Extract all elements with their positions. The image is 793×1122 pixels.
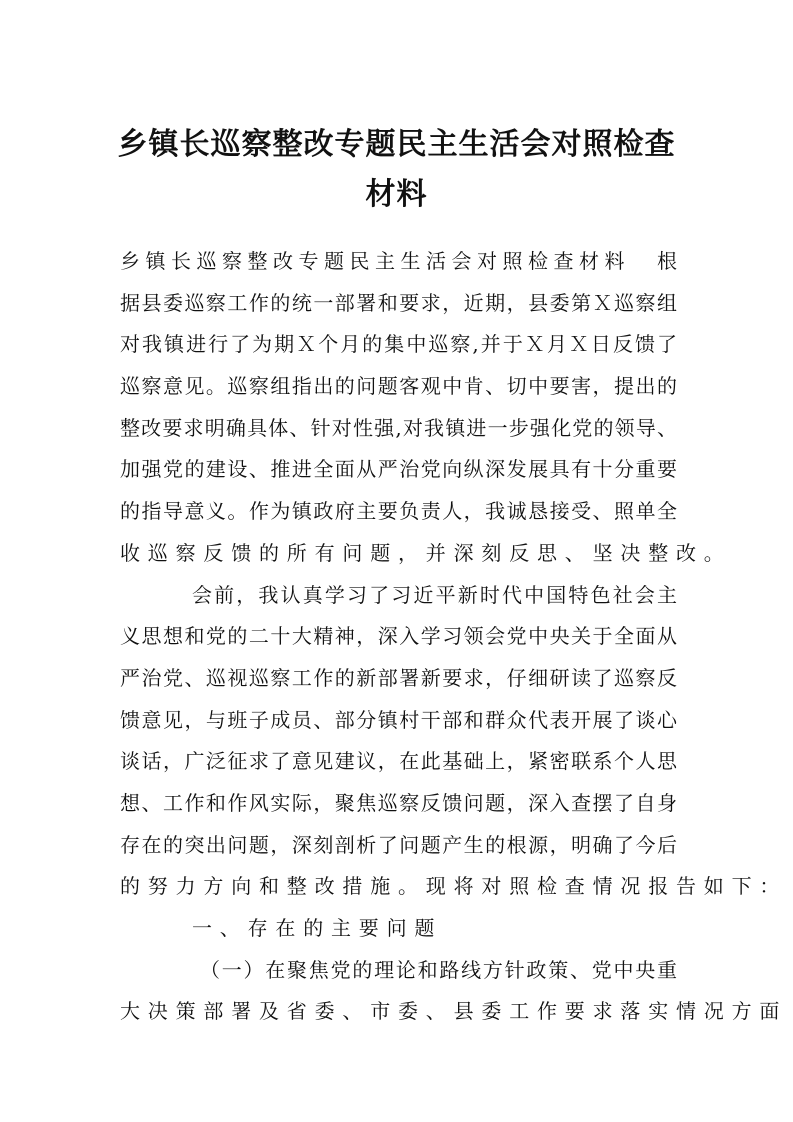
subsection-heading-line: 大决策部署及省委、市委、县委工作要求落实情况方面 (120, 999, 788, 1024)
paragraph-2-line: 想、工作和作风实际，聚焦巡察反馈问题，深入查摆了自身 (120, 790, 677, 815)
paragraph-2-line: 谈话，广泛征求了意见建议，在此基础上，紧密联系个人思 (120, 749, 677, 774)
paragraph-2-line: 馈意见，与班子成员、部分镇村干部和群众代表开展了谈心 (120, 707, 677, 732)
paragraph-1-line: 据县委巡察工作的统一部署和要求，近期，县委第Ｘ巡察组 (120, 290, 677, 315)
paragraph-1-line: 的指导意义。作为镇政府主要负责人，我诚恳接受、照单全 (120, 499, 677, 524)
paragraph-2-line: 存在的突出问题，深刻剖析了问题产生的根源，明确了今后 (120, 832, 677, 857)
paragraph-1-line: 整改要求明确具体、针对性强,对我镇进一步强化党的领导、 (120, 415, 677, 440)
paragraph-1-line: 对我镇进行了为期Ｘ个月的集中巡察,并于Ｘ月Ｘ日反馈了 (120, 332, 677, 357)
document-title-line1: 乡镇长巡察整改专题民主生活会对照检查 (117, 127, 676, 162)
paragraph-1-line: 加强党的建设、推进全面从严治党向纵深发展具有十分重要 (120, 457, 677, 482)
document-body (120, 241, 788, 1033)
paragraph-1-lead: 乡镇长巡察整改专题民主生活会对照检查材料 (120, 249, 630, 273)
section-heading: 一、存在的主要问题 (192, 916, 443, 940)
paragraph-2-line: 会前，我认真学习了习近平新时代中国特色社会主 (192, 582, 677, 607)
document-title-line2: 材料 (365, 177, 428, 212)
paragraph-1-lead-end: 根 (657, 249, 677, 273)
paragraph-2-line: 严治党、巡视巡察工作的新部署新要求，仔细研读了巡察反 (120, 665, 677, 690)
paragraph-2-line: 的努力方向和整改措施。现将对照检查情况报告如下： (120, 874, 788, 899)
subsection-heading-line: （一）在聚焦党的理论和路线方针政策、党中央重 (200, 957, 677, 982)
paragraph-1-line: 收巡察反馈的所有问题，并深刻反思、坚决整改。 (120, 540, 732, 565)
paragraph-1-line (120, 241, 677, 283)
paragraph-1-line: 巡察意见。巡察组指出的问题客观中肯、切中要害，提出的 (120, 374, 677, 399)
paragraph-2-line: 义思想和党的二十大精神，深入学习领会党中央关于全面从 (120, 624, 677, 649)
